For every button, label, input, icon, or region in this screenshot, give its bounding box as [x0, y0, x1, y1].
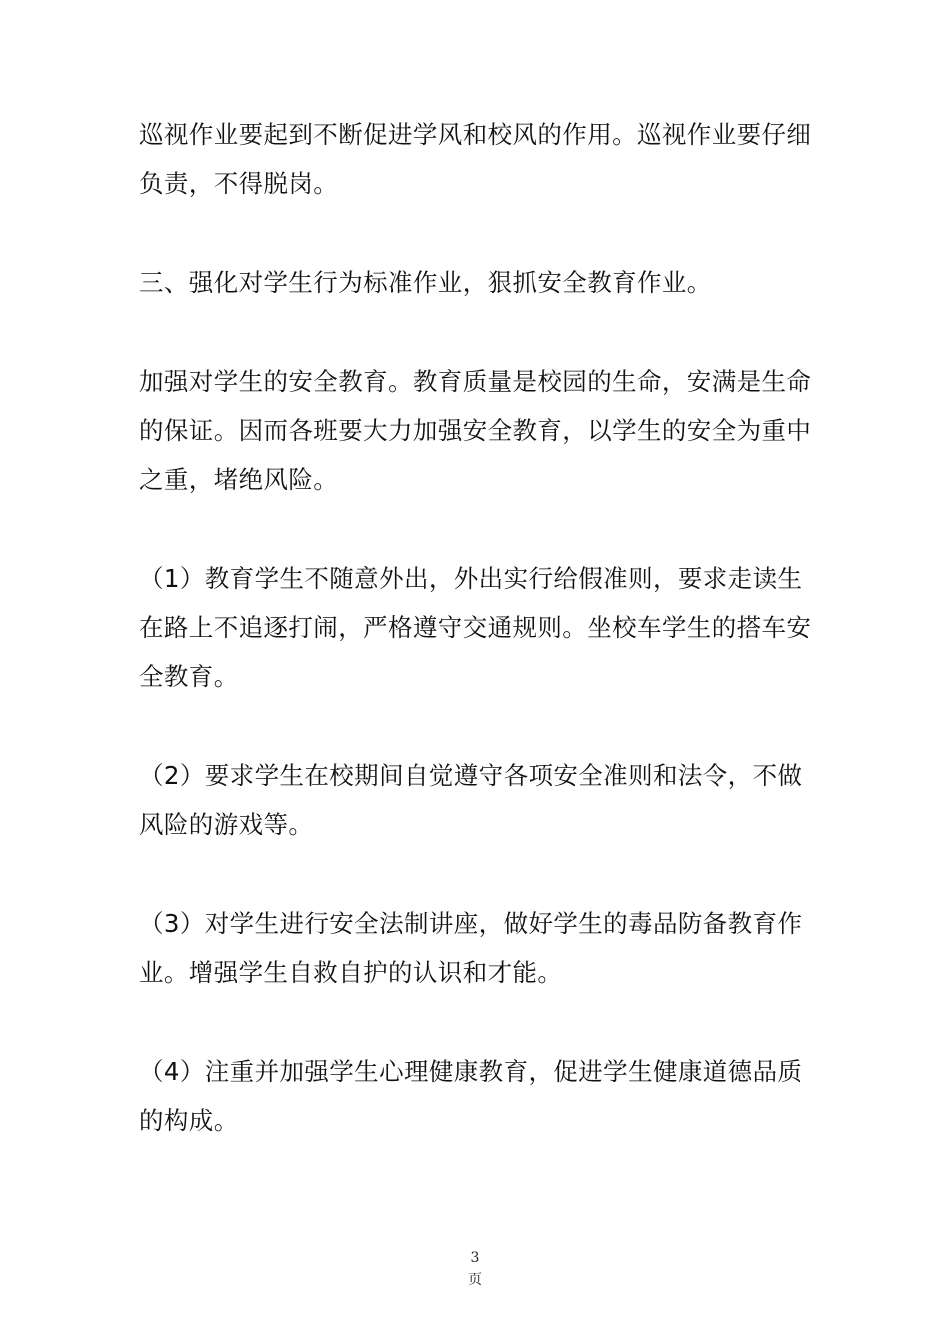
page-number: 3 — [470, 1250, 480, 1266]
list-item-4: （4）注重并加强学生心理健康教育，促进学生健康道德品质的构成。 — [139, 1057, 803, 1135]
list-item-1: （1）教育学生不随意外出，外出实行给假准则，要求走读生在路上不追逐打闹，严格遵守交通规则。坐校车学生的搭车安全教育。 — [139, 564, 812, 691]
page-footer — [0, 1247, 950, 1291]
paragraph-safety-education: 加强对学生的安全教育。教育质量是校园的生命，安满是生命的保证。因而各班要大力加强安全教育，以学生的安全为重中之重，堵绝风险。 — [139, 367, 812, 494]
list-item-3: （3）对学生进行安全法制讲座，做好学生的毒品防备教育作业。增强学生自救自护的认识和才能。 — [139, 909, 803, 987]
page-label: 页 — [468, 1272, 482, 1288]
section-heading-three: 三、强化对学生行为标准作业，狠抓安全教育作业。 — [139, 268, 712, 297]
paragraph-patrol: 巡视作业要起到不断促进学风和校风的作用。巡视作业要仔细负责，不得脱岗。 — [139, 120, 812, 198]
document-body — [139, 110, 819, 1195]
list-item-2: （2）要求学生在校期间自觉遵守各项安全准则和法令，不做风险的游戏等。 — [139, 761, 803, 839]
